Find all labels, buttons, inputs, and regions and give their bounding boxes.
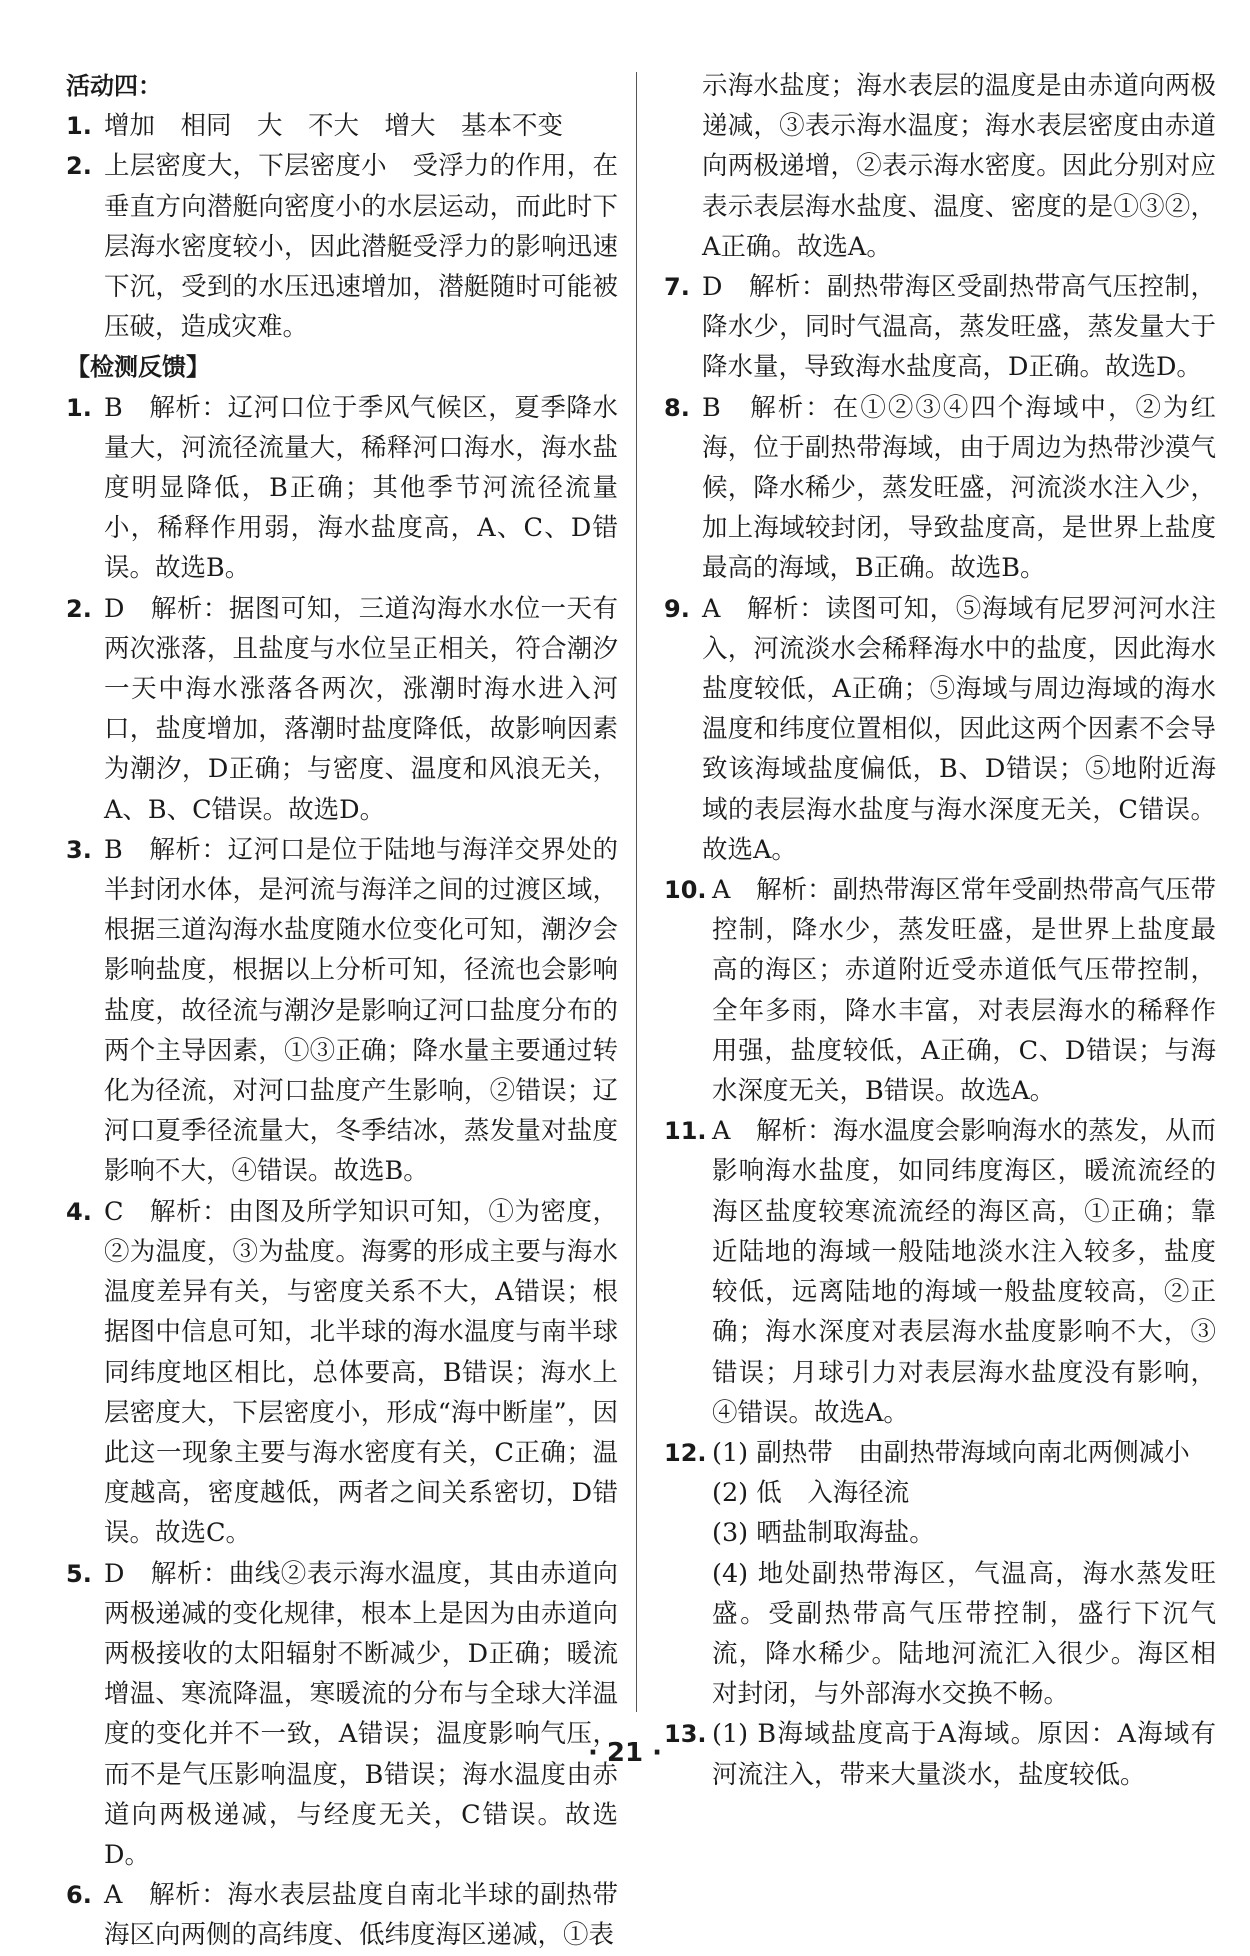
- item-number: 2.: [66, 152, 92, 181]
- answer-number: 11.: [664, 1117, 707, 1146]
- activity-title: 活动四：: [66, 72, 162, 100]
- answer-number: 6.: [66, 1881, 92, 1910]
- answer-9: [664, 589, 1216, 870]
- answer-text: 示海水盐度；海水表层的温度是由赤道向两极递减，③表示海水温度；海水表层密度由赤道向两极递增，②表示海水密度。因此分别对应表示表层海水盐度、温度、密度的是①③②，A正确。故选A。: [702, 71, 1216, 262]
- answer-number: 9.: [664, 594, 690, 623]
- answer-text: (1) B海域盐度高于A海域。原因：A海域有河流注入，带来大量淡水，盐度较低。: [712, 1719, 1216, 1790]
- answer-7: [664, 267, 1216, 388]
- activity-item-1: [66, 106, 618, 146]
- page-number: · 21 ·: [587, 1738, 663, 1768]
- answer-number: 12.: [664, 1438, 707, 1467]
- answer-text: C 解析：由图及所学知识可知，①为密度，②为温度，③为盐度。海雾的形成主要与海水温度差异有关，与密度关系不大，A错误；根据图中信息可知，北半球的海水温度与南半球同纬度地区相比，总体要高，B错误；海水上层密度大，下层密度小，形成“海中断崖”，因此这一现象主要与海水密度有关，C正确；温度越高，密度越低，两者之间关系密切，D错误。故选C。: [104, 1196, 618, 1549]
- answer-8: [664, 388, 1216, 589]
- answer-number: 13.: [664, 1720, 707, 1749]
- answer-number: 4.: [66, 1197, 92, 1226]
- item-text: 上层密度大，下层密度小 受浮力的作用，在垂直方向潜艇向密度小的水层运动，而此时下层海水密度较小，因此潜艇受浮力的影响迅速下沉，受到的水压迅速增加，潜艇随时可能被压破，造成灾难。: [104, 151, 618, 343]
- answer-text: B 解析：在①②③④四个海域中，②为红海，位于副热带海域，由于周边为热带沙漠气候，降水稀少，蒸发旺盛，河流淡水注入少，加上海域较封闭，导致盐度高，是世界上盐度最高的海域，B正确。故选B。: [702, 392, 1216, 584]
- activity-item-2: [66, 146, 618, 347]
- right-column: [664, 66, 1216, 1795]
- answer-5: [66, 1554, 618, 1876]
- answer-number: 1.: [66, 393, 92, 422]
- answer-12-part-4: (4) 地处副热带海区，气温高，海水蒸发旺盛。受副热带高气压带控制，盛行下沉气流，降水稀少。陆地河流汇入很少。海区相对封闭，与外部海水交换不畅。: [712, 1558, 1216, 1710]
- answer-number: 5.: [66, 1559, 92, 1588]
- answer-6: [66, 1875, 618, 1955]
- answer-1: [66, 388, 618, 589]
- item-number: 1.: [66, 112, 92, 141]
- answer-text: D 解析：副热带海区受副热带高气压控制，降水少，同时气温高，蒸发旺盛，蒸发量大于降水量，导致海水盐度高，D正确。故选D。: [702, 272, 1216, 383]
- answer-6-continuation: [664, 66, 1216, 267]
- column-divider: [636, 72, 637, 1712]
- answer-12-part-3: (3) 晒盐制取海盐。: [712, 1518, 935, 1549]
- answer-3: [66, 830, 618, 1192]
- answer-number: 7.: [664, 273, 690, 302]
- answer-text: D 解析：曲线②表示海水温度，其由赤道向两极递减的变化规律，根本上是因为由赤道向两极接收的太阳辐射不断减少，D正确；暖流增温、寒流降温，寒暖流的分布与全球大洋温度的变化并不一致，A错误；温度影响气压，而不是气压影响温度，B错误；海水温度由赤道向两极递减，与经度无关，C错误。故选D。: [104, 1558, 618, 1870]
- answer-text: A 解析：海水表层盐度自南北半球的副热带海区向两侧的高纬度、低纬度海区递减，①表: [104, 1880, 618, 1951]
- answer-text: A 解析：副热带海区常年受副热带高气压带控制，降水少，蒸发旺盛，是世界上盐度最高的海区；赤道附近受赤道低气压带控制，全年多雨，降水丰富，对表层海水的稀释作用强，盐度较低，A正确，C、D错误；与海水深度无关，B错误。故选A。: [712, 875, 1216, 1107]
- answer-text: B 解析：辽河口是位于陆地与海洋交界处的半封闭水体，是河流与海洋之间的过渡区域，根据三道沟海水盐度随水位变化可知，潮汐会影响盐度，根据以上分析可知，径流也会影响盐度，故径流与潮汐是影响辽河口盐度分布的两个主导因素，①③正确；降水量主要通过转化为径流，对河口盐度产生影响，②错误；辽河口夏季径流量大，冬季结冰，蒸发量对盐度影响不大，④错误。故选B。: [104, 834, 618, 1187]
- answer-11: [664, 1111, 1216, 1433]
- answer-2: [66, 589, 618, 830]
- answer-number: 10.: [664, 876, 707, 905]
- answer-4: [66, 1192, 618, 1554]
- answer-12: [664, 1433, 1216, 1714]
- answer-12-part-2: (2) 低 入海径流: [712, 1478, 910, 1509]
- answer-number: 2.: [66, 594, 92, 623]
- answer-text: D 解析：据图可知，三道沟海水水位一天有两次涨落，且盐度与水位呈正相关，符合潮汐一天中海水涨落各两次，涨潮时海水进入河口，盐度增加，落潮时盐度降低，故影响因素为潮汐，D正确；与密度、温度和风浪无关，A、B、C错误。故选D。: [104, 593, 618, 825]
- item-text: 增加 相同 大 不大 增大 基本不变: [104, 111, 564, 142]
- left-column: [66, 66, 618, 1956]
- feedback-title: 【检测反馈】: [66, 353, 210, 382]
- answer-12-part-1: (1) 副热带 由副热带海域向南北两侧减小: [712, 1437, 1190, 1468]
- answer-text: A 解析：海水温度会影响海水的蒸发，从而影响海水盐度，如同纬度海区，暖流流经的海区盐度较寒流流经的海区高，①正确；靠近陆地的海域一般陆地淡水注入较多，盐度较低，远离陆地的海域一般盐度较高，②正确；海水深度对表层海水盐度影响不大，③错误；月球引力对表层海水盐度没有影响，④错误。故选A。: [712, 1116, 1216, 1428]
- answer-number: 8.: [664, 393, 690, 422]
- answer-number: 3.: [66, 835, 92, 864]
- answer-text: A 解析：读图可知，⑤海域有尼罗河河水注入，河流淡水会稀释海水中的盐度，因此海水盐度较低，A正确；⑤海域与周边海域的海水温度和纬度位置相似，因此这两个因素不会导致该海域盐度偏低，B、D错误；⑤地附近海域的表层海水盐度与海水深度无关，C错误。故选A。: [702, 593, 1216, 865]
- answer-10: [664, 870, 1216, 1111]
- answer-text: B 解析：辽河口位于季风气候区，夏季降水量大，河流径流量大，稀释河口海水，海水盐度明显降低，B正确；其他季节河流径流量小，稀释作用弱，海水盐度高，A、C、D错误。故选B。: [104, 392, 618, 584]
